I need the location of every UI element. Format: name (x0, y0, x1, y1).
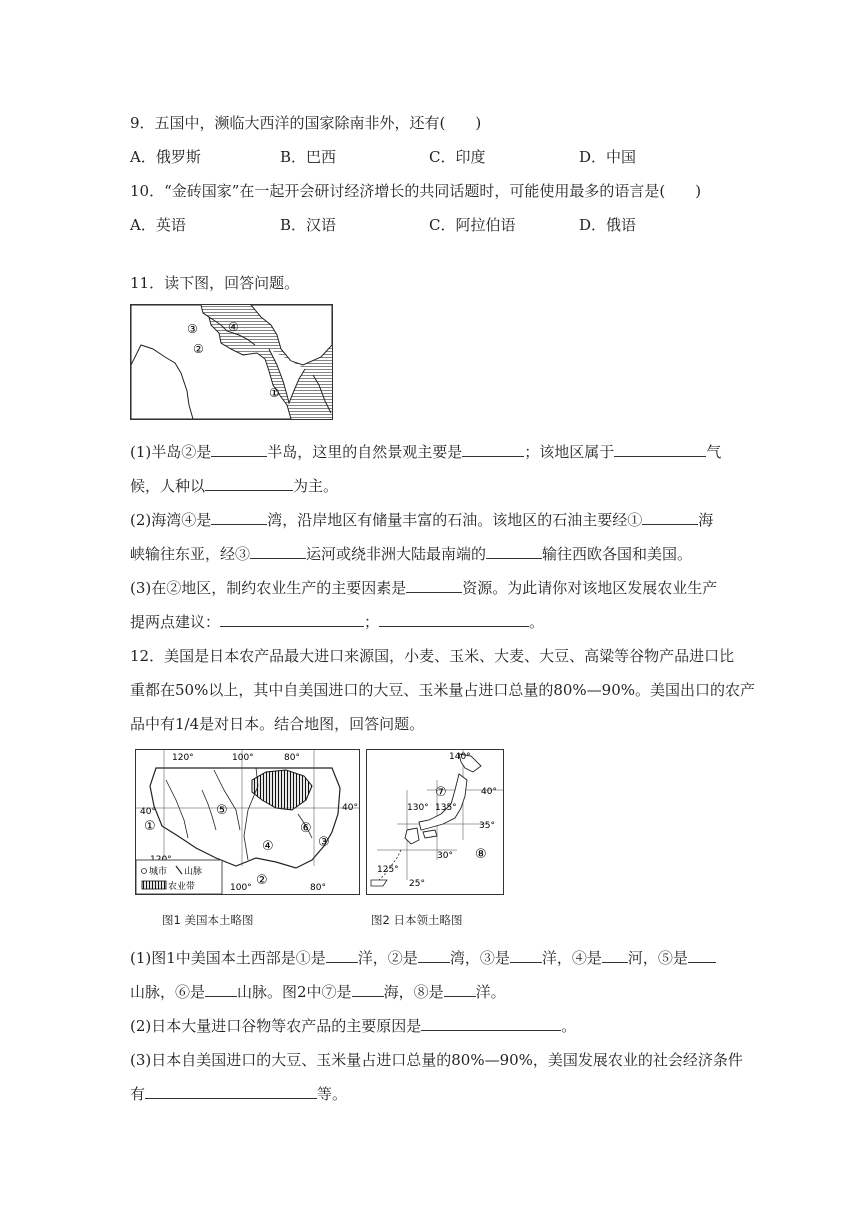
label-lon125: 125° (377, 865, 399, 875)
map-label-4: ④ (228, 320, 239, 334)
shikoku (423, 830, 437, 838)
blank[interactable] (352, 995, 384, 997)
legend-farm-icon (142, 881, 166, 889)
q11-map-svg (131, 305, 332, 419)
map-label-1: ① (269, 386, 280, 400)
q9-option-a[interactable]: A．俄罗斯 (130, 148, 201, 166)
q11-p1-line1: (1)半岛②是 半岛，这里的自然景观主要是 ；该地区属于 气 (130, 443, 722, 461)
label-lon80-bottom: 80° (310, 883, 326, 893)
blank[interactable] (642, 523, 698, 525)
blank[interactable] (444, 995, 476, 997)
blank[interactable] (220, 625, 364, 627)
map-label-2: ② (193, 342, 204, 356)
label-lat25: 25° (409, 879, 425, 889)
label-lat30: 30° (437, 851, 453, 861)
label-lon100-top: 100° (232, 753, 254, 763)
q10-option-b[interactable]: B．汉语 (280, 216, 337, 234)
q9-option-d[interactable]: D．中国 (579, 148, 637, 166)
q12-p3-line1: (3)日本自美国进口的大豆、玉米量占进口总量的80%—90%，美国发展农业的社会经济条件 (130, 1051, 743, 1069)
japan-map-svg (367, 750, 503, 894)
blank[interactable] (602, 961, 628, 963)
q9-option-c[interactable]: C．印度 (429, 148, 486, 166)
usa-outline (150, 768, 340, 868)
q11-stem: 11．读下图，回答问题。 (130, 274, 300, 292)
label-lon140: 140° (449, 752, 471, 762)
label-lat40-left: 40° (140, 807, 156, 817)
q11-p2-line1: (2)海湾④是 湾，沿岸地区有储量丰富的石油。该地区的石油主要经① 海 (130, 511, 714, 529)
blank[interactable] (211, 455, 267, 457)
japan-map (366, 749, 504, 895)
blank[interactable] (418, 961, 450, 963)
blank[interactable] (462, 455, 524, 457)
blank[interactable] (510, 961, 542, 963)
q11-p3-line1: (3)在②地区，制约农业生产的主要因素是 资源。为此请你对该地区发展农业生产 (130, 579, 718, 597)
q12-p3-line2: 有 等。 (130, 1085, 348, 1103)
blank[interactable] (145, 1097, 317, 1099)
q10-option-d[interactable]: D．俄语 (579, 216, 637, 234)
q12-line2: 重都在50%以上，其中自美国进口的大豆、玉米量占进口总量的80%—90%。美国出口的农产 (130, 681, 756, 699)
legend-mountain-label: 山脉 (184, 867, 203, 877)
usa-map (135, 749, 360, 895)
blank[interactable] (211, 523, 267, 525)
japan-label-8: ⑧ (475, 847, 487, 862)
q12-line1: 12．美国是日本农产品最大进口来源国，小麦、玉米、大麦、大豆、高粱等谷物产品进口比 (130, 647, 735, 665)
legend-farm-label: 农业带 (168, 882, 196, 892)
q11-p1-line2: 候，人种以 为主。 (130, 477, 339, 495)
blank[interactable] (205, 995, 237, 997)
usa-label-6: ⑥ (300, 821, 312, 836)
blank[interactable] (406, 591, 462, 593)
label-lat35: 35° (479, 821, 495, 831)
q12-line3: 品中有1/4是对日本。结合地图，回答问题。 (130, 715, 425, 733)
legend-city-label: 城市 (149, 867, 168, 877)
blank[interactable] (379, 625, 529, 627)
blank[interactable] (486, 557, 542, 559)
q12-p1-line2: 山脉，⑥是 山脉。图2中⑦是 海，⑧是 洋。 (130, 983, 506, 1001)
blank[interactable] (326, 961, 358, 963)
map-label-3: ③ (187, 322, 198, 336)
usa-label-1: ① (144, 819, 156, 834)
label-lon135: 135° (435, 803, 457, 813)
fig1-caption: 图1 美国本土略图 (162, 913, 254, 927)
blank[interactable] (205, 489, 293, 491)
q9-option-b[interactable]: B．巴西 (280, 148, 337, 166)
q12-p1-line1: (1)图1中美国本土西部是①是 洋，②是 湾，③是 洋，④是 河，⑤是 (130, 947, 716, 968)
blank[interactable] (421, 1029, 561, 1031)
label-lon100-bottom: 100° (230, 883, 252, 893)
label-lon80-top: 80° (284, 753, 300, 763)
usa-label-5: ⑤ (216, 803, 228, 818)
label-lat40: 40° (481, 787, 497, 797)
usa-map-svg (136, 750, 359, 894)
q10-option-a[interactable]: A．英语 (130, 216, 186, 234)
blank[interactable] (614, 455, 706, 457)
label-lon120-top: 120° (172, 753, 194, 763)
usa-label-2: ② (256, 873, 268, 888)
q11-map (130, 304, 333, 420)
fig2-caption: 图2 日本领土略图 (371, 913, 463, 927)
q11-p3-line2: 提两点建议： ； 。 (130, 613, 545, 631)
honshu (419, 774, 467, 830)
blank[interactable] (688, 961, 716, 963)
taiwan-inset (371, 880, 387, 886)
usa-label-3: ③ (318, 835, 330, 850)
label-lon130: 130° (407, 803, 429, 813)
q11-p2-line2: 峡输往东亚，经③ 运河或绕非洲大陆最南端的 输往西欧各国和美国。 (130, 545, 693, 563)
q10-option-c[interactable]: C．阿拉伯语 (429, 216, 516, 234)
q9-stem: 9．五国中，濒临大西洋的国家除南非外，还有( ) (130, 114, 482, 132)
japan-label-7: ⑦ (435, 785, 447, 800)
q10-stem: 10．“金砖国家”在一起开会研讨经济增长的共同话题时，可能使用最多的语言是( ) (130, 182, 702, 200)
blank[interactable] (250, 557, 306, 559)
q12-p2: (2)日本大量进口谷物等农产品的主要原因是 。 (130, 1017, 577, 1035)
label-lat40-right: 40° (342, 803, 358, 813)
usa-label-4: ④ (262, 839, 274, 854)
